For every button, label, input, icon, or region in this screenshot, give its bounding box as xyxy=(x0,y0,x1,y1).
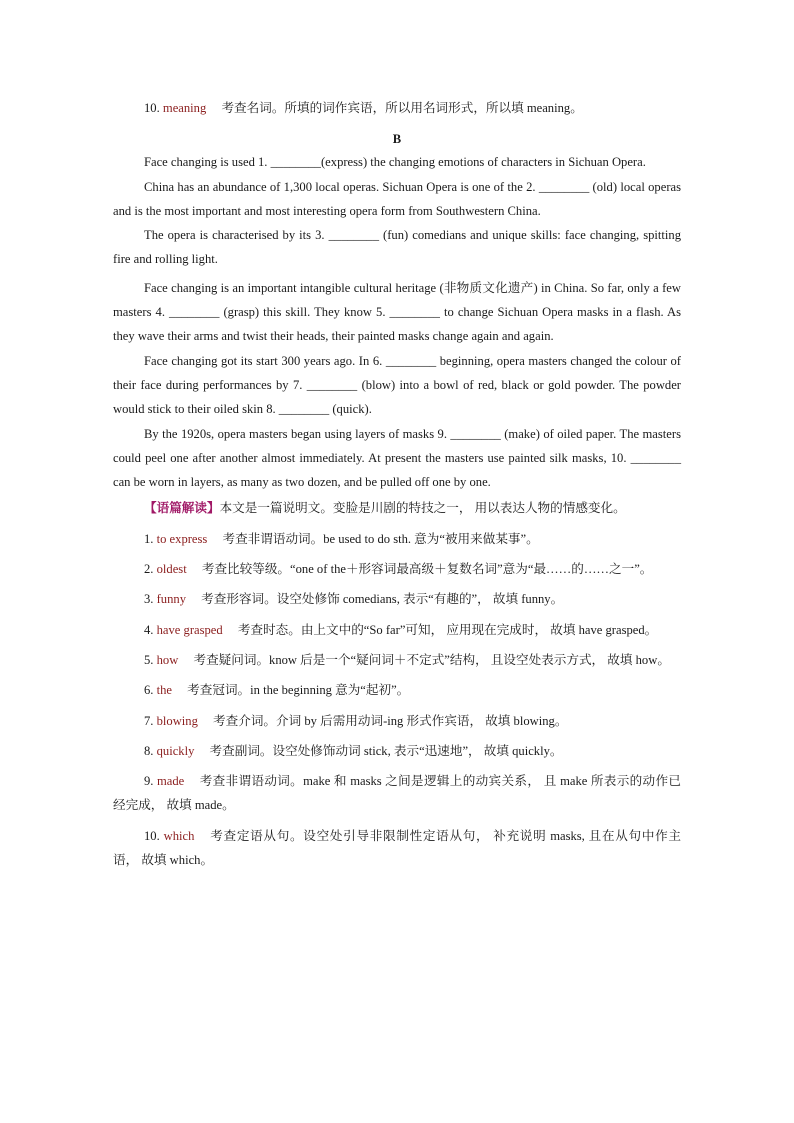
passage-paragraph: Face changing is an important intangible cultural heritage (非物质文化遗产) in China. So far, only a few masters 4. ________ (grasp) this skill. They know 5. ________ to change Sichuan Opera masks in a flash. As they wave their arms and twist their heads, their painted masks change again and again. xyxy=(113,280,681,344)
answer-item xyxy=(113,678,681,702)
answer-word: the xyxy=(156,683,172,698)
answer-explanation: 考查比较等级。“one of the＋形容词最高级＋复数名词”意为“最……的……之一”。 xyxy=(201,562,653,577)
answer-number: 5. xyxy=(144,652,154,667)
answer-explanation: 考查副词。设空处修饰动词 stick, 表示“迅速地”， 故填 quickly。 xyxy=(209,743,563,758)
item-answer: meaning xyxy=(162,101,207,115)
answer-item xyxy=(113,527,681,551)
answer-word: funny xyxy=(156,592,186,607)
answer-number: 8. xyxy=(144,743,154,758)
answer-word: which xyxy=(163,828,195,843)
answer-explanation: 考查定语从句。设空处引导非限制性定语从句， 补充说明 masks, 且在从句中作主语， 故填 which。 xyxy=(113,828,682,868)
answer-explanation: 考查形容词。设空处修饰 comedians, 表示“有趣的”， 故填 funny。 xyxy=(201,592,564,607)
answer-number: 2. xyxy=(144,562,154,577)
answer-number: 4. xyxy=(144,622,154,637)
item-explanation: 考查名词。所填的词作宾语，所以用名词形式，所以填 meaning。 xyxy=(221,101,583,115)
answer-item xyxy=(113,557,681,581)
interpretation-paragraph xyxy=(113,496,681,520)
answer-explanation: 考查非谓语动词。be used to do sth. 意为“被用来做某事”。 xyxy=(222,531,539,546)
answer-item xyxy=(113,587,681,611)
answer-word: blowing xyxy=(156,713,198,728)
answer-word: how xyxy=(156,652,179,667)
answer-number: 6. xyxy=(144,683,154,698)
answer-explanation: 考查介词。介词 by 后需用动词-ing 形式作宾语， 故填 blowing。 xyxy=(213,713,568,728)
answer-word: have grasped xyxy=(156,622,223,637)
answer-word: to express xyxy=(156,531,208,546)
top-answer-item xyxy=(113,96,681,120)
passage-paragraph: The opera is characterised by its 3. ________ (fun) comedians and unique skills: face changing, spitting fire and rolling light. xyxy=(113,228,681,267)
answer-word: made xyxy=(156,774,185,789)
answer-number: 3. xyxy=(144,592,154,607)
answer-word: oldest xyxy=(156,562,187,577)
answer-item xyxy=(113,709,681,733)
answer-item xyxy=(113,648,681,672)
item-number: 10. xyxy=(144,101,160,115)
answer-explanation: 考查冠词。in the beginning 意为“起初”。 xyxy=(187,683,410,698)
answer-explanation: 考查时态。由上文中的“So far”可知， 应用现在完成时， 故填 have grasped。 xyxy=(237,622,658,637)
answer-item xyxy=(113,618,681,642)
interpretation-tag: 【语篇解读】 xyxy=(144,501,220,516)
passage-paragraph: China has an abundance of 1,300 local operas. Sichuan Opera is one of the 2. ________ (old) local operas and is the most important and most interesting opera form from Southwestern China. xyxy=(113,179,681,218)
passage-paragraph: By the 1920s, opera masters began using layers of masks 9. ________ (make) of oiled paper. The masters could peel one after another almost immediately. At present the masters use painted silk masks, 10. ________ can be worn in layers, as many as two dozen, and be pulled off one by one. xyxy=(113,426,681,490)
answer-number: 1. xyxy=(144,531,154,546)
answer-item xyxy=(113,769,681,818)
section-title: B xyxy=(392,132,402,147)
answer-number: 9. xyxy=(144,774,154,789)
answer-item xyxy=(113,824,681,873)
answer-explanation: 考查非谓语动词。make 和 masks 之间是逻辑上的动宾关系， 且 make 所表示的动作已经完成， 故填 made。 xyxy=(113,774,681,813)
passage-paragraph: Face changing is used 1. ________(express) the changing emotions of characters in Sichuan Opera. xyxy=(144,155,646,170)
answer-number: 10. xyxy=(144,828,160,843)
interpretation-text: 本文是一篇说明文。变脸是川剧的特技之一， 用以表达人物的情感变化。 xyxy=(219,501,626,516)
answer-explanation: 考查疑问词。know 后是一个“疑问词＋不定式”结构， 且设空处表示方式， 故填 how。 xyxy=(193,652,670,667)
answer-number: 7. xyxy=(144,713,154,728)
document-page xyxy=(113,96,681,872)
answer-item xyxy=(113,739,681,763)
passage-paragraph: Face changing got its start 300 years ago. In 6. ________ beginning, opera masters changed the colour of their face during performances by 7. ________ (blow) into a bowl of red, black or gold powder. The powder would stick to their oiled skin 8. ________ (quick). xyxy=(113,353,681,417)
answer-word: quickly xyxy=(156,743,195,758)
